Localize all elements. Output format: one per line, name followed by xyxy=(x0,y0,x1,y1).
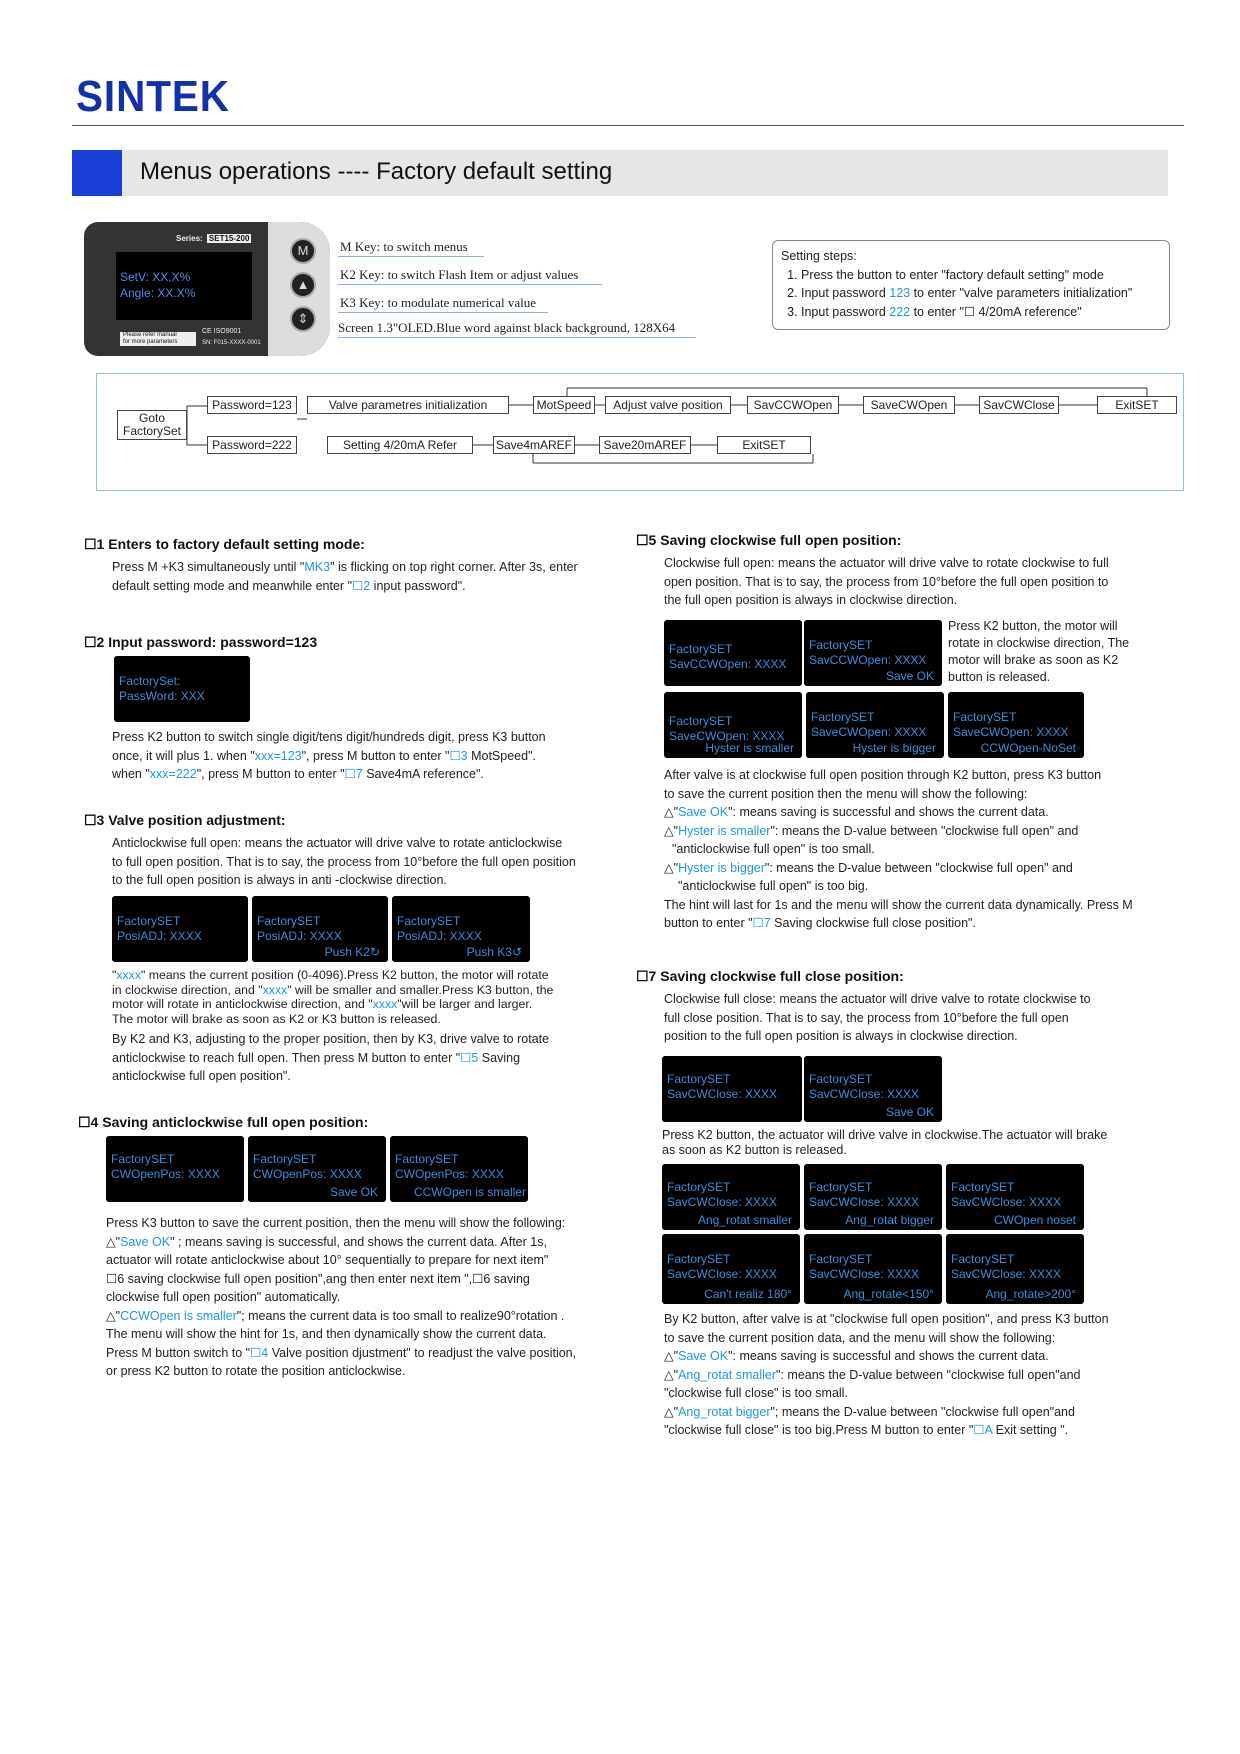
s3-t6a: anticlockwise to reach full open. Then press M button to enter " xyxy=(112,1050,461,1065)
s7-g1a: FactorySET xyxy=(667,1180,731,1194)
angrotat-screen-2 xyxy=(804,1164,942,1230)
s5-scrB-3: Save OK xyxy=(885,669,934,683)
arrow-updown-icon: ⇕ xyxy=(297,311,309,326)
s7-t1: By K2 button, after valve is at "clockwise full open position", and press K3 button xyxy=(664,1312,1109,1326)
savecwopen-screen-c xyxy=(664,692,802,758)
s5-scrC-3: Hyster is smaller xyxy=(705,741,794,755)
s7-t7a: "clockwise full close" is too big.Press M button to enter " xyxy=(664,1423,974,1437)
s4-l6 xyxy=(106,1307,606,1326)
step-2 xyxy=(801,284,1161,303)
s3-t6b: ☐5 xyxy=(460,1050,479,1065)
angrotat-screen-6 xyxy=(946,1234,1084,1304)
s3-t5: By K2 and K3, adjusting to the proper position, then by K3, drive valve to rotate xyxy=(112,1032,550,1046)
section-1-body xyxy=(112,558,592,595)
savccwopen-screen-a xyxy=(664,620,802,686)
s2-l2e: MotSpeed". xyxy=(467,748,536,763)
flow-exitset-1: ExitSET xyxy=(1097,396,1177,414)
s7-l3: position to the full open position is always in clockwise direction. xyxy=(664,1029,1018,1043)
s5-t3a: △" xyxy=(664,805,679,819)
s5-side-3: motor will brake as soon as K2 xyxy=(948,653,1119,667)
s7-g4a: FactorySET xyxy=(667,1252,731,1266)
section-5-intro xyxy=(664,554,1164,610)
s7-t5: "clockwise full close" is too small. xyxy=(664,1386,848,1400)
s2-l3d: ☐7 xyxy=(344,767,363,781)
step-1: 1. Press the button to enter "factory default setting" mode xyxy=(801,266,1161,285)
s5-t3 xyxy=(664,803,1164,822)
s4-l9: or press K2 button to rotate the position anticlockwise. xyxy=(106,1364,406,1378)
s7-g2c: Ang_rotat bigger xyxy=(845,1213,934,1227)
s4-l6b: CCWOpen is smaller xyxy=(120,1308,237,1323)
section-4-heading: ☐4 Saving anticlockwise full open position: xyxy=(78,1114,369,1130)
s5-t4c: ": means the D-value between "clockwise full open" and xyxy=(770,823,1079,838)
s5-t4b: Hyster is smaller xyxy=(678,823,771,838)
device-screen xyxy=(116,252,252,320)
screen-desc: Screen 1.3"OLED.Blue word against black background, 128X64 xyxy=(338,320,676,335)
cwopenpos-screen-c xyxy=(390,1136,528,1202)
s5-l3: the full open position is always in clockwise direction. xyxy=(664,593,958,607)
s5-t3b: Save OK xyxy=(678,805,729,819)
s1-line-1 xyxy=(112,558,592,577)
cwopenpos-screen-b xyxy=(248,1136,386,1202)
serial-number: SN: F015-XXXX-0001 xyxy=(202,340,261,346)
s2-l3a: when " xyxy=(112,767,150,781)
s3-t3 xyxy=(112,997,604,1012)
s7-l1: Clockwise full close: means the actuator will drive valve to rotate clockwise to xyxy=(664,992,1091,1006)
s4-l2a: △" xyxy=(106,1234,121,1249)
s1-l1a: Press M +K3 simultaneously until " xyxy=(112,560,305,574)
s5-scrE-1: FactorySET xyxy=(953,710,1017,724)
s2-l3e: Save4mA reference". xyxy=(362,767,484,781)
s3-t1c: " means the current position (0-4096).Press K2 button, the motor will rotate xyxy=(140,968,549,982)
s5-t8: The hint will last for 1s and the menu will show the current data dynamically. Press M xyxy=(664,897,1133,912)
setting-steps-box xyxy=(772,240,1170,330)
password-screen xyxy=(114,656,250,722)
s4-l2 xyxy=(106,1233,606,1252)
step-3-text: Input password xyxy=(801,304,890,319)
s7-t4c: ": means the D-value between "clockwise full open"and xyxy=(776,1367,1081,1382)
flow-adjust-position: Adjust valve position xyxy=(605,396,731,414)
s3-t3a: motor will rotate in anticlockwise direction, and " xyxy=(112,997,373,1011)
steps-title: Setting steps: xyxy=(781,249,857,263)
s7-g5c: Ang_rotate<150° xyxy=(843,1287,934,1301)
angrotat-screen-1 xyxy=(662,1164,800,1230)
flow-save20maref: Save20mAREF xyxy=(599,436,691,454)
s3-line-3: to the full open position is always in anti -clockwise direction. xyxy=(112,873,447,887)
s5-t9a: button to enter " xyxy=(664,916,753,930)
s5-scrD-3: Hyster is bigger xyxy=(852,741,936,755)
s5-t4a: △" xyxy=(664,823,679,838)
flow-connectors xyxy=(97,374,1185,492)
s7-g4b: SavCWClose: XXXX xyxy=(667,1267,778,1281)
s5-scrE-3: CCWOpen-NoSet xyxy=(980,741,1076,755)
posiadj-screen-b xyxy=(252,896,388,962)
section-2-heading: ☐2 Input password: password=123 xyxy=(84,634,318,650)
s2-line-2 xyxy=(112,747,602,766)
s1-l1b: MK3 xyxy=(304,560,331,574)
s5-scrB-2: SavCCWOpen: XXXX xyxy=(809,653,927,667)
s5-side-4: button is released. xyxy=(948,670,1051,684)
angrotat-screen-3 xyxy=(946,1164,1084,1230)
s1-l1c: " is flicking on top right corner. After 3s, enter xyxy=(330,560,578,574)
angrotat-screen-5 xyxy=(804,1234,942,1304)
s5-t1: After valve is at clockwise full open position through K2 button, press K3 button xyxy=(664,768,1102,782)
s4-l8a: Press M button switch to " xyxy=(106,1345,251,1360)
s4-l8c: Valve position djustment" to readjust the valve position, xyxy=(268,1345,577,1360)
s4-scrB-1: FactorySET xyxy=(253,1152,317,1166)
m-key-button[interactable]: M xyxy=(290,238,316,264)
s7-t2: to save the current position data, and the menu will show the following: xyxy=(664,1330,1056,1345)
banner-accent xyxy=(72,150,122,196)
s5-t3c: ": means saving is successful and shows the current data. xyxy=(728,805,1049,819)
flow-password-222: Password=222 xyxy=(207,436,297,454)
s7-t7b: ☐A xyxy=(973,1423,993,1437)
s5-scrB-1: FactorySET xyxy=(809,638,873,652)
section-2-body xyxy=(112,728,602,784)
s7-g2b: SavCWClose: XXXX xyxy=(809,1195,920,1209)
s7-t6b: Ang_rotat bigger xyxy=(678,1404,771,1419)
s3-t3b: xxxx xyxy=(372,997,398,1011)
series-model: SET15-200 xyxy=(208,234,250,243)
step-2-text: Input password xyxy=(801,286,890,300)
s1-l2a: default setting mode and meanwhile enter " xyxy=(112,578,353,593)
s7-t3c: ": means saving is successful and shows the current data. xyxy=(728,1349,1049,1363)
s2-l2d: ☐3 xyxy=(449,748,468,763)
section-5-side xyxy=(948,618,1144,686)
flow-save4maref: Save4mAREF xyxy=(493,436,575,454)
s3-scrB-3: Push K2↻ xyxy=(324,945,380,959)
s3-t1a: " xyxy=(112,968,117,982)
device-button-panel xyxy=(268,222,330,356)
screen-line xyxy=(338,337,696,338)
s5-t2: to save the current position then the menu will show the following: xyxy=(664,786,1028,801)
s4-scrC-1: FactorySET xyxy=(395,1152,459,1166)
sintek-logo: SINTEK xyxy=(76,72,230,121)
s5-side-1: Press K2 button, the motor will xyxy=(948,619,1118,633)
section-7-heading: ☐7 Saving clockwise full close position: xyxy=(636,968,904,984)
posiadj-screen-a xyxy=(112,896,248,962)
s4-l8b: ☐4 xyxy=(250,1345,269,1360)
k2-key-line xyxy=(338,284,602,285)
s3-t6c: Saving xyxy=(478,1050,521,1065)
cwopenpos-screen-a xyxy=(106,1136,244,1202)
warning-line-1: Please refer manual xyxy=(123,332,177,338)
flow-diagram xyxy=(96,373,1184,491)
s7-t7 xyxy=(664,1421,1168,1440)
s1-l2c: input password". xyxy=(370,578,466,593)
device-illustration xyxy=(84,222,330,356)
screen-line-1: SetV: XX.X% xyxy=(120,270,191,284)
s5-t9b: ☐7 xyxy=(752,916,771,930)
s7-g5a: FactorySET xyxy=(809,1252,873,1266)
s4-scrC-2: CWOpenPos: XXXX xyxy=(395,1167,504,1181)
s3-t1b: xxxx xyxy=(116,968,141,982)
s5-t6 xyxy=(664,859,1164,878)
s7-g6b: SavCWClose: XXXX xyxy=(951,1267,1062,1281)
s7-g2a: FactorySET xyxy=(809,1180,873,1194)
s3-t2c: " will be smaller and smaller.Press K3 button, the xyxy=(287,982,554,997)
s3-t1 xyxy=(112,968,604,983)
s7-g6a: FactorySET xyxy=(951,1252,1015,1266)
s7-t4 xyxy=(664,1366,1168,1385)
step-2-tail: to enter "valve parameters initialization" xyxy=(910,286,1133,300)
posiadj-screen-c xyxy=(392,896,530,962)
s3-t4: The motor will brake as soon as K2 or K3 button is released. xyxy=(112,1011,441,1026)
s5-t4 xyxy=(664,822,1164,841)
s7-m1: Press K2 button, the actuator will drive valve in clockwise.The actuator will brake xyxy=(662,1128,1108,1142)
section-1-heading: ☐1 Enters to factory default setting mode: xyxy=(84,536,365,552)
s5-l1: Clockwise full open: means the actuator will drive valve to rotate clockwise to full xyxy=(664,556,1109,570)
s7-t7c: Exit setting ". xyxy=(992,1423,1069,1437)
s4-l4: ☐6 saving clockwise full open position",ang then enter next item ",☐6 saving xyxy=(106,1271,530,1286)
warning-label xyxy=(120,332,196,346)
s4-l7: The menu will show the hint for 1s, and then dynamically show the current data. xyxy=(106,1327,547,1341)
s5-scrC-2: SaveCWOpen: XXXX xyxy=(669,729,785,743)
header-rule xyxy=(72,125,1184,126)
section-7-intro xyxy=(664,990,1164,1046)
step-3-password: 222 xyxy=(889,304,911,319)
s4-scrB-2: CWOpenPos: XXXX xyxy=(253,1167,362,1181)
s5-t6a: △" xyxy=(664,860,679,875)
s3-t7: anticlockwise full open position". xyxy=(112,1069,291,1083)
k3-key-button[interactable] xyxy=(290,306,316,332)
section-5-heading: ☐5 Saving clockwise full open position: xyxy=(636,532,902,548)
s3-line-2: to full open position. That is to say, the process from 10°before the full open position xyxy=(112,854,576,869)
savcwclose-screen-a xyxy=(662,1056,802,1122)
s4-l3: actuator will rotate anticlockwise about 10° sequentially to prepare for next item" xyxy=(106,1253,549,1267)
s5-t6c: ": means the D-value between "clockwise full open" and xyxy=(764,860,1073,875)
s5-t5: "anticlockwise full open" is too small. xyxy=(672,842,875,856)
section-3-body xyxy=(112,968,604,1026)
s5-scrA-1: FactorySET xyxy=(669,642,733,656)
s7-l2: full close position. That is to say, the process from 10°before the full open xyxy=(664,1010,1069,1025)
screen-line-2: Angle: XX.X% xyxy=(120,286,196,300)
section-7-body xyxy=(664,1310,1168,1440)
s7-t6c: "; means the D-value between "clockwise full open"and xyxy=(770,1404,1075,1419)
section-3-intro xyxy=(112,834,602,890)
s4-scrA-2: CWOpenPos: XXXX xyxy=(111,1167,220,1181)
title-banner xyxy=(72,150,1168,196)
s1-l2b: ☐2 xyxy=(352,578,371,593)
section-5-body xyxy=(664,766,1164,933)
k3-key-desc: K3 Key: to modulate numerical value xyxy=(340,295,537,310)
s7-g1c: Ang_rotat smaller xyxy=(697,1213,792,1227)
s7-g3b: SavCWClose: XXXX xyxy=(951,1195,1062,1209)
s3-scrB-1: FactorySET xyxy=(257,914,321,928)
s7-m2: as soon as K2 button is released. xyxy=(662,1143,847,1157)
savecwopen-screen-d xyxy=(806,692,944,758)
section-7-mid xyxy=(662,1128,1166,1158)
flow-motspeed: MotSpeed xyxy=(533,396,595,414)
s7-t4a: △" xyxy=(664,1367,679,1382)
s5-t6b: Hyster is bigger xyxy=(678,860,765,875)
arrow-up-icon: ▲ xyxy=(296,277,310,292)
s7-g5b: SavCWClose: XXXX xyxy=(809,1267,920,1281)
section-3-body-2 xyxy=(112,1030,604,1086)
s5-t7: "anticlockwise full open" is too big. xyxy=(678,879,869,893)
section-4-body xyxy=(106,1214,606,1381)
flow-exitset-2: ExitSET xyxy=(717,436,811,454)
s2-line-3 xyxy=(112,765,602,784)
s5-scrE-2: SaveCWOpen: XXXX xyxy=(953,725,1069,739)
s7-g6c: Ang_rotate>200° xyxy=(985,1287,1076,1301)
s5-t9c: Saving clockwise full close position". xyxy=(770,916,976,930)
flow-setting-420: Setting 4/20mA Refer xyxy=(327,436,473,454)
s7-t6 xyxy=(664,1403,1168,1422)
s4-l2b: Save OK xyxy=(120,1234,171,1249)
s2-l2c: ", press M button to enter " xyxy=(301,748,450,763)
s4-l1: Press K3 button to save the current position, then the menu will show the following: xyxy=(106,1216,566,1230)
series-label: Series: xyxy=(176,234,203,243)
s3-t2b: xxxx xyxy=(262,982,288,997)
s5-scrC-1: FactorySET xyxy=(669,714,733,728)
s5-scrD-2: SaveCWOpen: XXXX xyxy=(811,725,927,739)
s4-scrC-3: CCWOpen is smaller xyxy=(413,1185,526,1199)
s7-g3a: FactorySET xyxy=(951,1180,1015,1194)
k2-key-desc: K2 Key: to switch Flash Item or adjust values xyxy=(340,267,579,282)
certification-mark: CE ISO9001 xyxy=(202,328,242,335)
angrotat-screen-4 xyxy=(662,1234,800,1304)
s7-t3 xyxy=(664,1347,1168,1366)
savcwclose-screen-b xyxy=(804,1056,942,1122)
s2-l2a: once, it will plus 1. when " xyxy=(112,748,255,763)
s3-t2a: in clockwise direction, and " xyxy=(112,982,263,997)
s5-t9 xyxy=(664,914,1164,933)
s7-scrB-2: SavCWClose: XXXX xyxy=(809,1087,920,1101)
s1-line-2 xyxy=(112,577,592,596)
s2-l3c: ", press M button to enter " xyxy=(196,767,345,781)
s7-g4c: Can't realiz 180° xyxy=(704,1287,792,1301)
s5-l2: open position. That is to say, the process from 10°before the full open position to xyxy=(664,574,1109,589)
s7-scrA-1: FactorySET xyxy=(667,1072,731,1086)
s7-g3c: CWOpen noset xyxy=(993,1213,1076,1227)
warning-line-2: for more parameters xyxy=(123,339,178,345)
s3-t2 xyxy=(112,983,604,998)
flow-savecwopen: SaveCWOpen xyxy=(863,396,955,414)
k3-key-line xyxy=(338,312,548,313)
flow-password-123: Password=123 xyxy=(207,396,297,414)
s7-t6a: △" xyxy=(664,1404,679,1419)
s7-t3a: △" xyxy=(664,1349,679,1363)
s7-t4b: Ang_rotat smaller xyxy=(678,1367,777,1382)
step-3 xyxy=(801,303,1161,322)
s3-scrC-3: Push K3↺ xyxy=(466,945,522,959)
s2-line-1: Press K2 button to switch single digit/tens digit/hundreds digit, press K3 button xyxy=(112,730,546,744)
s2-l3b: xxx=222 xyxy=(149,767,197,781)
m-key-line xyxy=(338,256,484,257)
step-3-tail: to enter "☐ 4/20mA reference" xyxy=(910,304,1082,319)
s4-l6c: "; means the current data is too small to realize90°rotation . xyxy=(236,1308,565,1323)
m-key-desc: M Key: to switch menus xyxy=(340,239,468,254)
s2-l2b: xxx=123 xyxy=(254,748,302,763)
s4-l6a: △" xyxy=(106,1308,121,1323)
s7-g1b: SavCWClose: XXXX xyxy=(667,1195,778,1209)
s5-scrA-2: SavCCWOpen: XXXX xyxy=(669,657,787,671)
s7-scrB-1: FactorySET xyxy=(809,1072,873,1086)
s3-scrC-1: FactorySET xyxy=(397,914,461,928)
s4-l2c: " ; means saving is successful, and shows the current data. After 1s, xyxy=(170,1234,547,1249)
s7-scrB-3: Save OK xyxy=(885,1105,934,1119)
s4-scrA-1: FactorySET xyxy=(111,1152,175,1166)
s2-screen-line-2: PassWord: XXX xyxy=(119,689,205,703)
device-series xyxy=(174,234,251,243)
s4-l8 xyxy=(106,1344,606,1363)
section-3-heading: ☐3 Valve position adjustment: xyxy=(84,812,286,828)
s2-screen-line-1: FactorySet: xyxy=(119,674,181,688)
s3-scrB-2: PosiADJ: XXXX xyxy=(257,929,342,943)
savecwopen-screen-e xyxy=(948,692,1084,758)
s5-side-2: rotate in clockwise direction, The xyxy=(948,636,1130,650)
flow-savccwopen: SavCCWOpen xyxy=(747,396,839,414)
s7-scrA-2: SavCWClose: XXXX xyxy=(667,1087,778,1101)
s3-scrC-2: PosiADJ: XXXX xyxy=(397,929,482,943)
s4-scrB-3: Save OK xyxy=(329,1185,378,1199)
s3-line-1: Anticlockwise full open: means the actuator will drive valve to rotate anticlockwise xyxy=(112,836,563,850)
s3-t3c: "will be larger and larger. xyxy=(397,997,533,1011)
savccwopen-screen-b xyxy=(804,620,942,686)
s3-scrA-1: FactorySET xyxy=(117,914,181,928)
s3-scrA-2: PosiADJ: XXXX xyxy=(117,929,202,943)
s5-scrD-1: FactorySET xyxy=(811,710,875,724)
flow-valve-init: Valve parametres initialization xyxy=(307,396,509,414)
step-2-password: 123 xyxy=(889,286,911,300)
flow-savcwclose: SavCWClose xyxy=(979,396,1059,414)
s4-l5: clockwise full open position" automatically. xyxy=(106,1290,341,1304)
flow-goto-factoryset: Goto FactorySet xyxy=(117,410,187,440)
page-title: Menus operations ---- Factory default setting xyxy=(140,158,613,185)
k2-key-button[interactable] xyxy=(290,272,316,298)
s7-t3b: Save OK xyxy=(678,1349,729,1363)
s3-t6 xyxy=(112,1049,604,1068)
